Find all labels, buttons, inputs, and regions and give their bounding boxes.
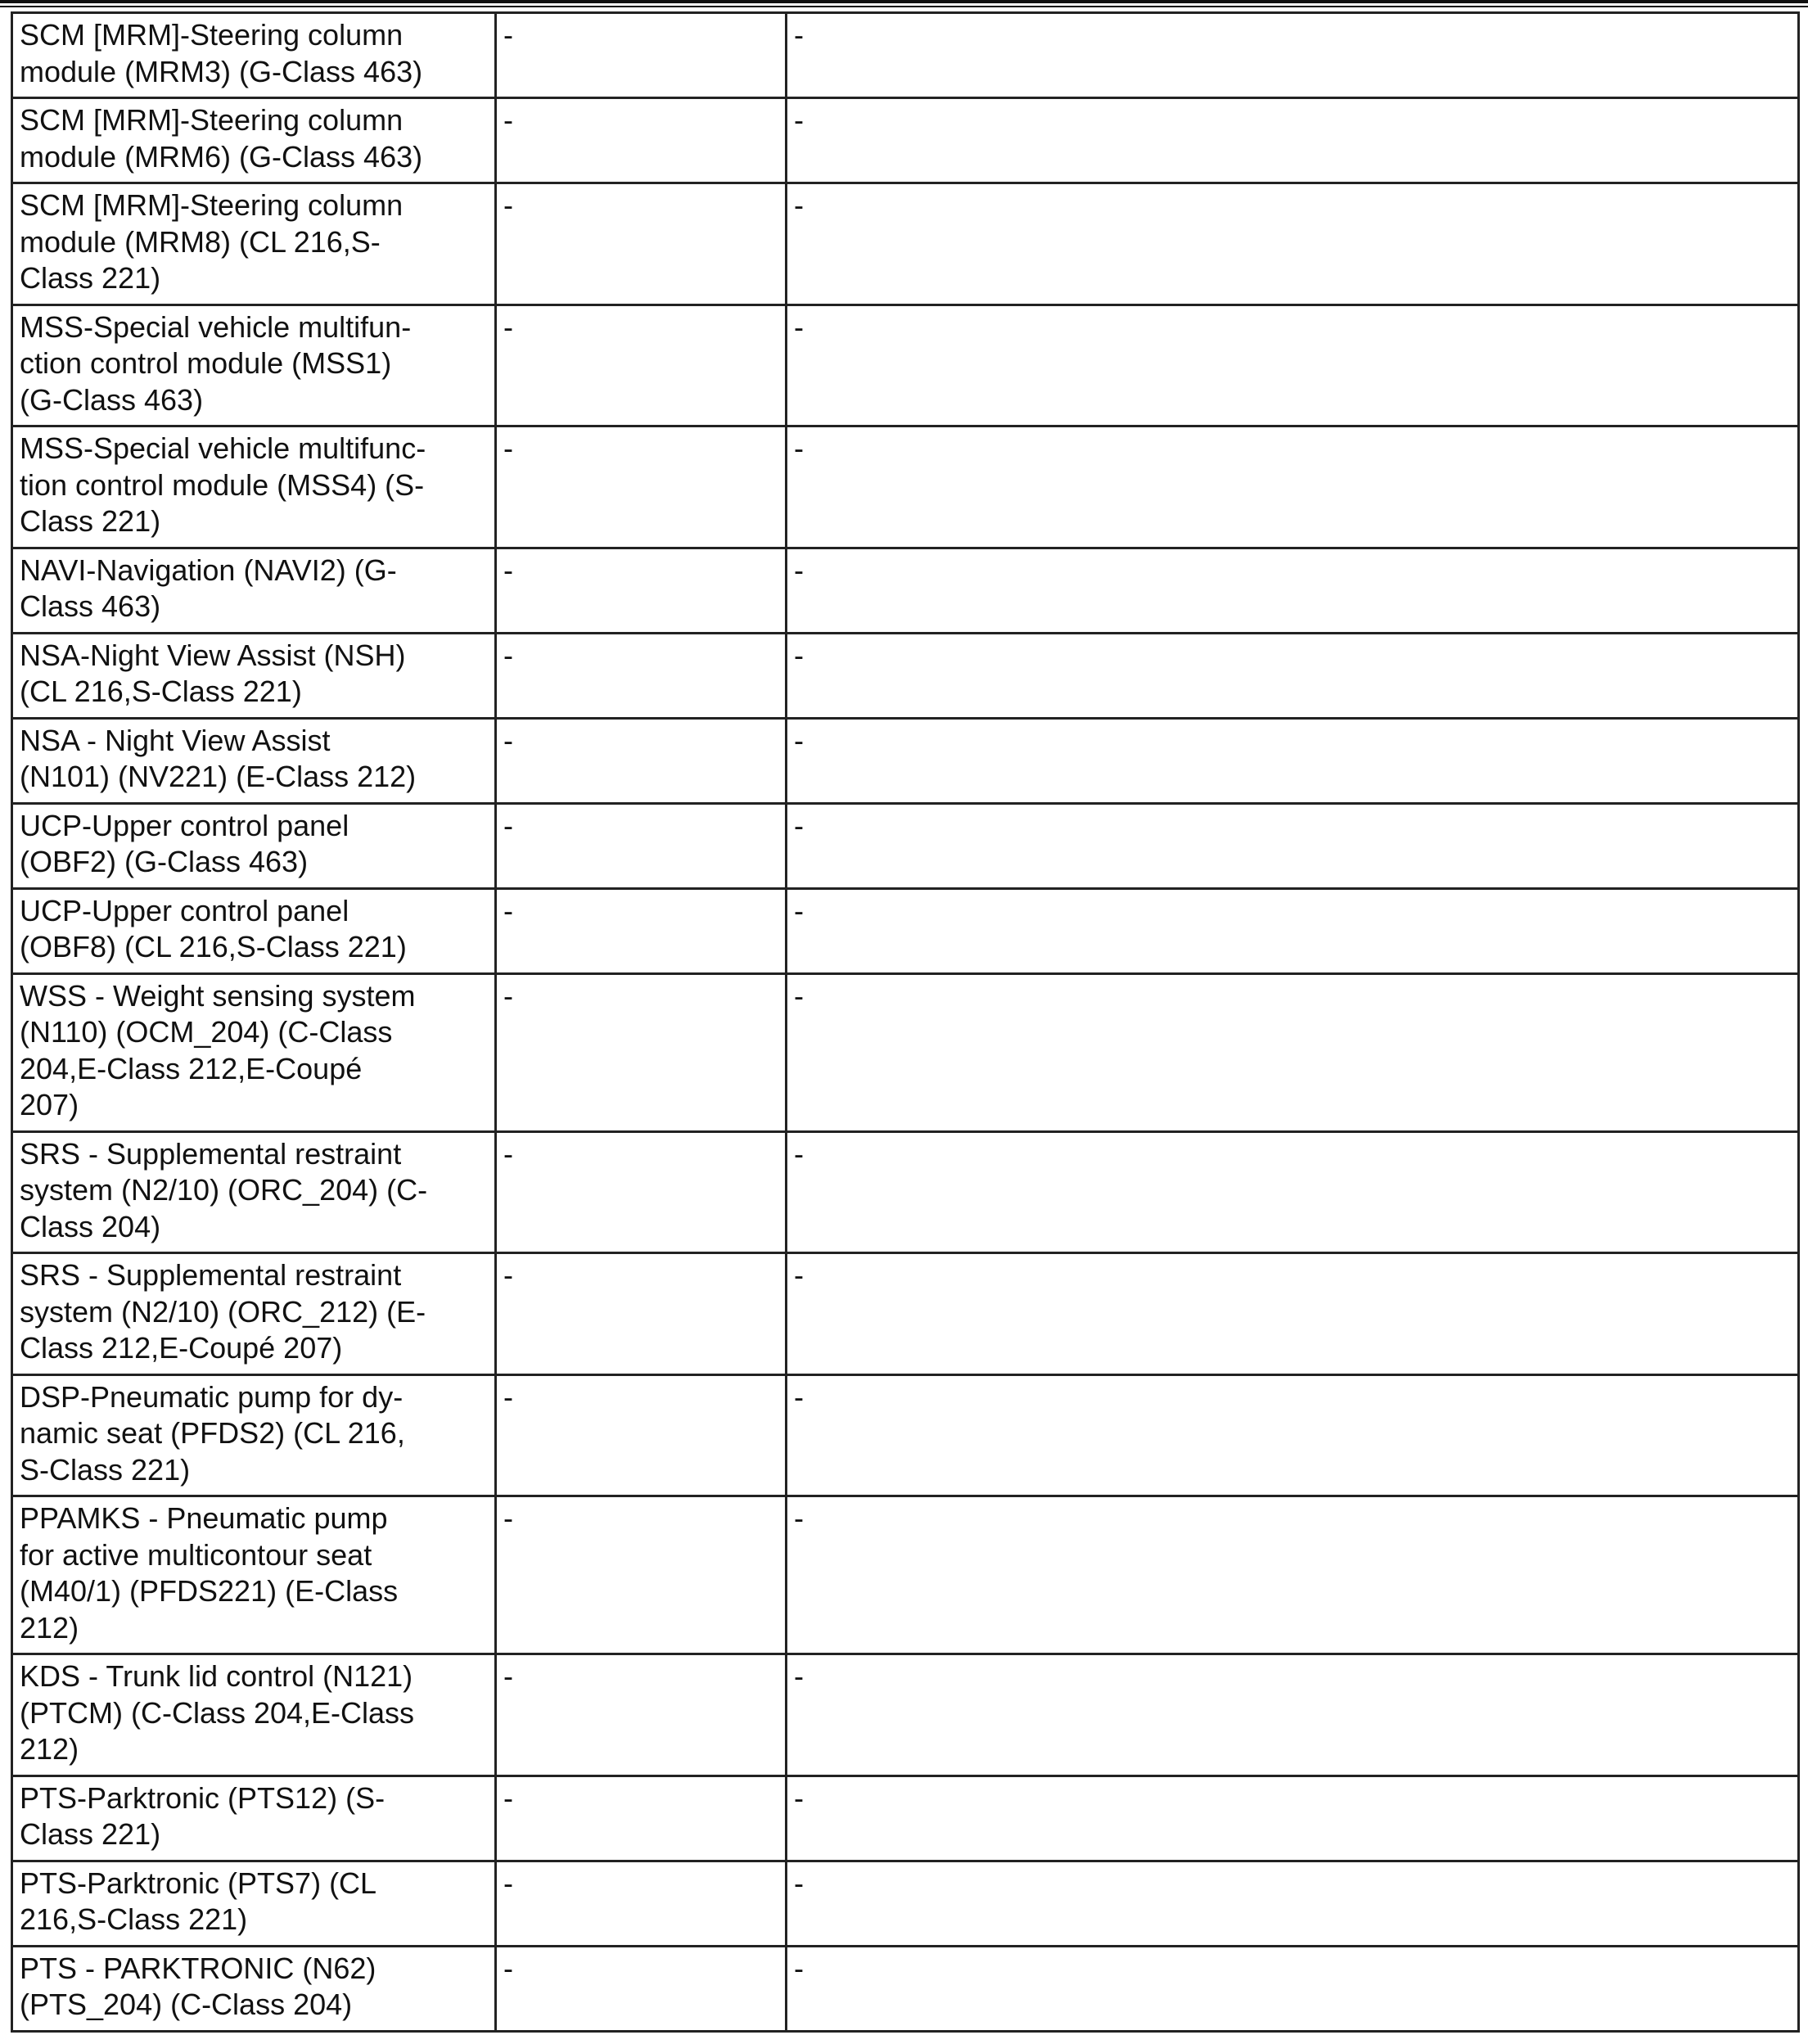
module-name-line: (G-Class 463) [20,382,204,417]
module-name-line: (OBF2) (G-Class 463) [20,845,309,878]
value-2: - [503,309,513,344]
value-cell-3 [787,1776,1799,1861]
module-name-cell [12,98,496,183]
module-name-line: Class 204) [20,1209,161,1243]
module-name-line: SCM [MRM]-Steering column [20,103,404,137]
module-name-line: PPAMKS - Pneumatic pump [20,1501,388,1535]
table-row [12,1946,1799,2031]
value-2: - [503,188,513,222]
module-name-line: (CL 216,S-Class 221) [20,675,302,708]
module-name-line: (OBF8) (CL 216,S-Class 221) [20,930,407,963]
module-name-line: (N110) (OCM_204) (C-Class [20,1015,393,1049]
module-name-line: DSP-Pneumatic pump for dy- [20,1379,404,1414]
value-cell-3 [787,973,1799,1131]
module-name-line: WSS - Weight sensing system [20,978,416,1013]
module-name-line: S-Class 221) [20,1452,191,1487]
value-cell-3 [787,1131,1799,1253]
value-cell-2 [496,1946,787,2031]
value-cell-3 [787,1374,1799,1496]
value-2: - [503,893,513,927]
module-name-cell [12,803,496,888]
value-3: - [794,893,804,927]
value-3: - [794,553,804,587]
table-row [12,888,1799,973]
module-name-line: 216,S-Class 221) [20,1902,248,1936]
module-name-line: Class 212,E-Coupé 207) [20,1331,343,1365]
value-cell-3 [787,1496,1799,1654]
value-cell-3 [787,1253,1799,1375]
module-name-line: UCP-Upper control panel [20,893,349,927]
module-name-line: for active multicontour seat [20,1537,372,1572]
module-name-line: Class 221) [20,504,161,538]
value-cell-2 [496,888,787,973]
table-row [12,1131,1799,1253]
value-cell-2 [496,183,787,305]
table-row [12,1861,1799,1946]
value-2: - [503,553,513,587]
value-cell-2 [496,718,787,803]
module-name-line: PTS - PARKTRONIC (N62) [20,1951,376,1985]
table-row [12,718,1799,803]
table-row [12,1374,1799,1496]
value-2: - [503,1258,513,1292]
value-2: - [503,431,513,465]
value-3: - [794,309,804,344]
table-row [12,305,1799,426]
value-cell-3 [787,888,1799,973]
module-name-line: Class 463) [20,589,161,623]
module-name-cell [12,888,496,973]
value-cell-3 [787,183,1799,305]
module-name-line: (PTS_204) (C-Class 204) [20,1988,353,2021]
module-name-line: KDS - Trunk lid control (N121) [20,1659,413,1693]
value-cell-2 [496,1253,787,1375]
value-2: - [503,723,513,757]
value-cell-2 [496,1496,787,1654]
value-2: - [503,1659,513,1693]
table-row [12,1496,1799,1654]
table-body [12,13,1799,2032]
module-name-cell [12,1131,496,1253]
module-name-cell [12,548,496,633]
top-rule [0,0,1808,3]
table-row [12,1654,1799,1776]
value-2: - [503,1866,513,1900]
value-cell-2 [496,803,787,888]
module-name-cell [12,973,496,1131]
module-name-cell [12,1861,496,1946]
module-name-line: 207) [20,1088,79,1121]
module-name-cell [12,1654,496,1776]
value-cell-2 [496,426,787,548]
value-cell-3 [787,803,1799,888]
value-cell-2 [496,633,787,718]
value-cell-3 [787,98,1799,183]
table-row [12,183,1799,305]
module-name-cell [12,633,496,718]
module-name-line: UCP-Upper control panel [20,808,349,842]
module-name-line: module (MRM3) (G-Class 463) [20,54,423,88]
value-2: - [503,103,513,137]
table-row [12,13,1799,98]
module-name-line: SRS - Supplemental restraint [20,1258,402,1292]
value-cell-2 [496,548,787,633]
module-name-line: Class 221) [20,1817,161,1851]
table-row [12,1776,1799,1861]
value-cell-3 [787,426,1799,548]
module-name-cell [12,1946,496,2031]
value-2: - [503,18,513,52]
module-name-line: 212) [20,1732,79,1766]
value-2: - [503,978,513,1013]
module-name-cell [12,426,496,548]
value-cell-3 [787,1861,1799,1946]
value-2: - [503,1136,513,1171]
value-cell-2 [496,973,787,1131]
value-cell-2 [496,98,787,183]
module-name-line: Class 221) [20,261,161,295]
module-name-line: 212) [20,1610,79,1645]
module-name-line: (PTCM) (C-Class 204,E-Class [20,1695,415,1730]
top-rule-secondary [0,6,1808,7]
value-3: - [794,723,804,757]
value-3: - [794,103,804,137]
module-name-line: SCM [MRM]-Steering column [20,18,404,52]
module-name-line: (N101) (NV221) (E-Class 212) [20,760,417,793]
value-2: - [503,1379,513,1414]
module-name-cell [12,183,496,305]
value-2: - [503,808,513,842]
value-3: - [794,1501,804,1535]
value-3: - [794,638,804,672]
value-3: - [794,1866,804,1900]
table-row [12,548,1799,633]
value-3: - [794,431,804,465]
module-name-line: module (MRM6) (G-Class 463) [20,139,423,174]
value-cell-2 [496,13,787,98]
module-name-line: MSS-Special vehicle multifun- [20,309,412,344]
table-row [12,803,1799,888]
module-name-line: (M40/1) (PFDS221) (E-Class [20,1574,399,1608]
module-name-line: NSA - Night View Assist [20,723,331,757]
value-cell-3 [787,633,1799,718]
value-cell-2 [496,1131,787,1253]
table-row [12,98,1799,183]
value-2: - [503,1780,513,1815]
value-2: - [503,1501,513,1535]
value-cell-3 [787,305,1799,426]
value-3: - [794,188,804,222]
value-3: - [794,1951,804,1985]
module-name-line: MSS-Special vehicle multifunc- [20,431,426,465]
value-cell-2 [496,1861,787,1946]
module-name-line: NAVI-Navigation (NAVI2) (G- [20,553,397,587]
value-2: - [503,1951,513,1985]
module-name-cell [12,1374,496,1496]
value-3: - [794,1136,804,1171]
module-name-line: tion control module (MSS4) (S- [20,467,425,502]
value-cell-2 [496,1374,787,1496]
value-cell-3 [787,13,1799,98]
module-name-line: PTS-Parktronic (PTS7) (CL [20,1866,377,1900]
module-name-line: system (N2/10) (ORC_204) (C- [20,1173,428,1207]
value-3: - [794,1258,804,1292]
value-3: - [794,978,804,1013]
value-3: - [794,1659,804,1693]
module-name-line: ction control module (MSS1) [20,346,392,380]
value-cell-3 [787,1654,1799,1776]
value-cell-3 [787,1946,1799,2031]
value-3: - [794,1379,804,1414]
module-name-cell [12,1776,496,1861]
table-row [12,633,1799,718]
value-2: - [503,638,513,672]
control-module-table [11,11,1800,2033]
module-name-cell [12,305,496,426]
module-name-line: PTS-Parktronic (PTS12) (S- [20,1780,385,1815]
module-name-line: SRS - Supplemental restraint [20,1136,402,1171]
module-name-line: 204,E-Class 212,E-Coupé [20,1051,363,1085]
value-cell-2 [496,1654,787,1776]
table-row [12,1253,1799,1375]
value-3: - [794,808,804,842]
value-cell-3 [787,718,1799,803]
module-name-line: SCM [MRM]-Steering column [20,188,404,222]
table-row [12,426,1799,548]
value-cell-2 [496,305,787,426]
module-name-line: module (MRM8) (CL 216,S- [20,224,381,259]
value-cell-3 [787,548,1799,633]
table-row [12,973,1799,1131]
module-name-line: namic seat (PFDS2) (CL 216, [20,1416,405,1450]
module-name-line: system (N2/10) (ORC_212) (E- [20,1294,426,1329]
module-name-cell [12,13,496,98]
module-name-cell [12,718,496,803]
value-3: - [794,1780,804,1815]
module-name-cell [12,1253,496,1375]
module-name-cell [12,1496,496,1654]
value-3: - [794,18,804,52]
module-name-line: NSA-Night View Assist (NSH) [20,638,406,672]
value-cell-2 [496,1776,787,1861]
